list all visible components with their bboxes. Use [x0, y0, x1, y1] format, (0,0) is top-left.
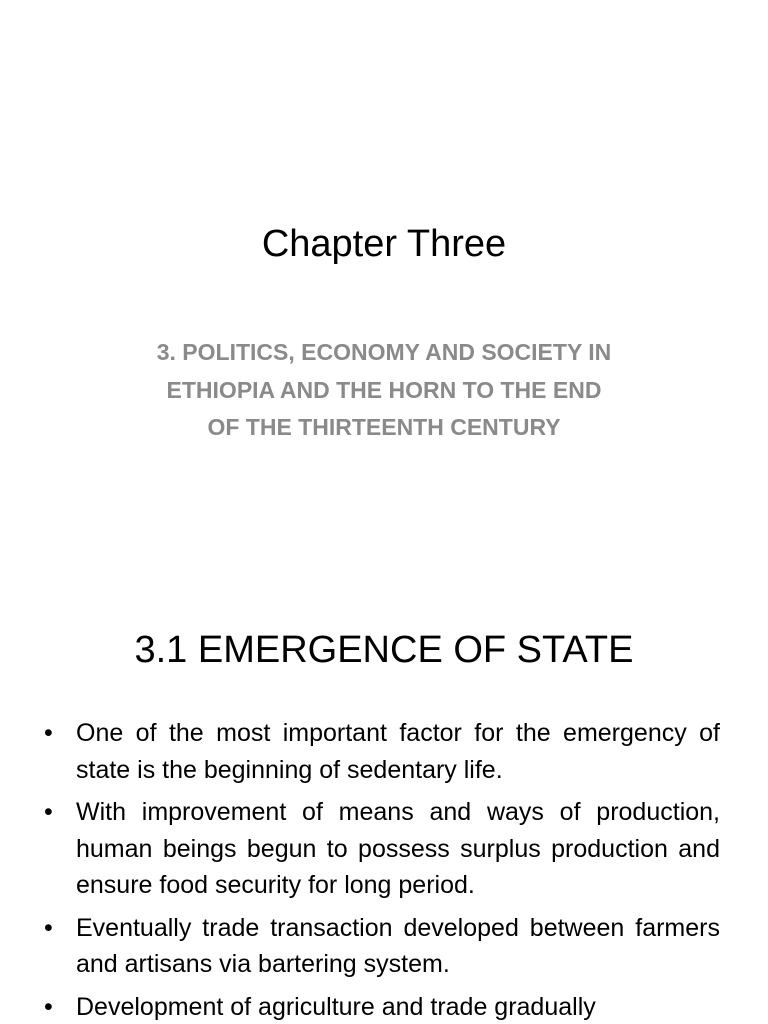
- bullet-text: Eventually trade transaction developed between farmers and artisans via bartering system.: [76, 913, 720, 978]
- bullet-item: [44, 715, 720, 788]
- bullet-icon: •: [44, 913, 53, 942]
- chapter-title: Chapter Three: [261, 223, 507, 265]
- chapter-subtitle-line: OF THE THIRTEENTH CENTURY: [207, 414, 561, 440]
- bullet-text: With improvement of means and ways of production, human beings begun to possess surplus production and ensure food security for long period.: [76, 798, 720, 899]
- content-slide: [0, 576, 768, 1024]
- bullet-text: One of the most important factor for the emergency of state is the beginning of sedentary life.: [76, 719, 720, 784]
- bullet-item: [44, 989, 720, 1024]
- chapter-subtitle-line: ETHIOPIA AND THE HORN TO THE END: [166, 376, 602, 403]
- section-title: 3.1 EMERGENCE OF STATE: [134, 629, 634, 671]
- bullet-text: Development of agriculture and trade gradually: [76, 992, 596, 1021]
- bullet-item: [44, 910, 720, 983]
- bullet-item: [44, 794, 720, 904]
- bullet-icon: •: [44, 798, 53, 826]
- chapter-subtitle: [84, 334, 684, 447]
- bullet-icon: •: [44, 992, 53, 1021]
- bullet-icon: •: [44, 719, 53, 747]
- chapter-subtitle-line: 3. POLITICS, ECONOMY AND SOCIETY IN: [156, 339, 612, 365]
- bullet-list: [44, 715, 720, 1024]
